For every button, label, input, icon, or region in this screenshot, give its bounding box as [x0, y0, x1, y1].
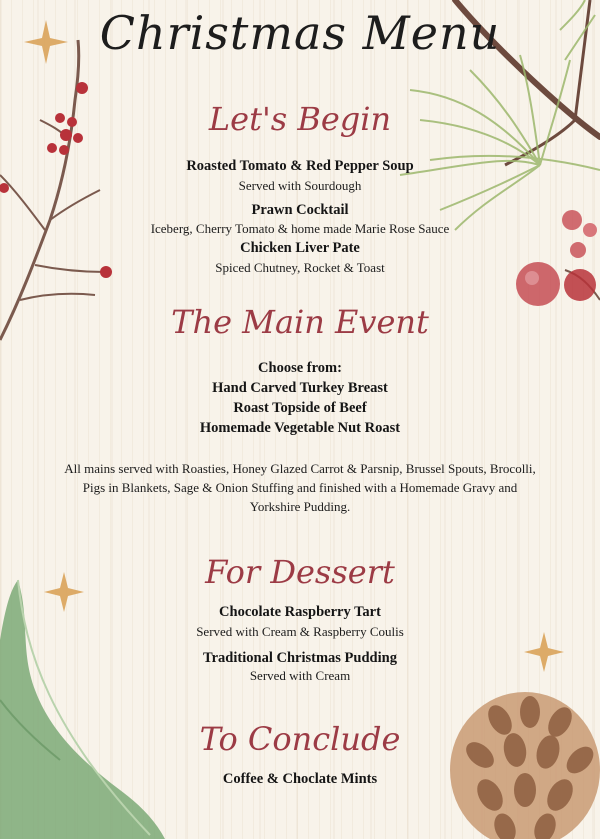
- conclude-item-1: Coffee & Choclate Mints: [222, 771, 378, 787]
- mains-accompaniments-note: All mains served with Roasties, Honey Glazed Carrot & Parsnip, Brussel Spouts, Brocolli, Pigs in Blankets, Sage & Onion Stuffing and finished with a Homemade Gravy and Yorkshire Pudding.: [64, 461, 536, 514]
- section-heading-conclude: To Conclude: [199, 720, 401, 758]
- main-option-2: Roast Topside of Beef: [233, 400, 367, 416]
- main-option-3: Homemade Vegetable Nut Roast: [199, 420, 401, 436]
- main-choose-label: Choose from:: [258, 360, 342, 376]
- starter-desc-2: Iceberg, Cherry Tomato & home made Marie Rose Sauce: [150, 221, 450, 236]
- dessert-name-1: Chocolate Raspberry Tart: [219, 604, 381, 620]
- main-option-1: Hand Carved Turkey Breast: [212, 380, 388, 396]
- section-heading-dessert: For Dessert: [205, 553, 395, 591]
- starter-name-1: Roasted Tomato & Red Pepper Soup: [186, 158, 414, 174]
- starter-name-3: Chicken Liver Pate: [240, 240, 360, 256]
- section-heading-begin: Let's Begin: [208, 100, 392, 138]
- dessert-desc-1: Served with Cream & Raspberry Coulis: [196, 624, 404, 639]
- dessert-name-2: Traditional Christmas Pudding: [203, 650, 397, 666]
- dessert-desc-2: Served with Cream: [249, 668, 351, 683]
- starter-name-2: Prawn Cocktail: [251, 202, 349, 218]
- section-heading-main: The Main Event: [171, 303, 429, 341]
- menu-title: Christmas Menu: [99, 6, 501, 60]
- starter-desc-1: Served with Sourdough: [238, 178, 362, 193]
- starter-desc-3: Spiced Chutney, Rocket & Toast: [215, 260, 385, 275]
- pine-cone-icon: [450, 692, 600, 839]
